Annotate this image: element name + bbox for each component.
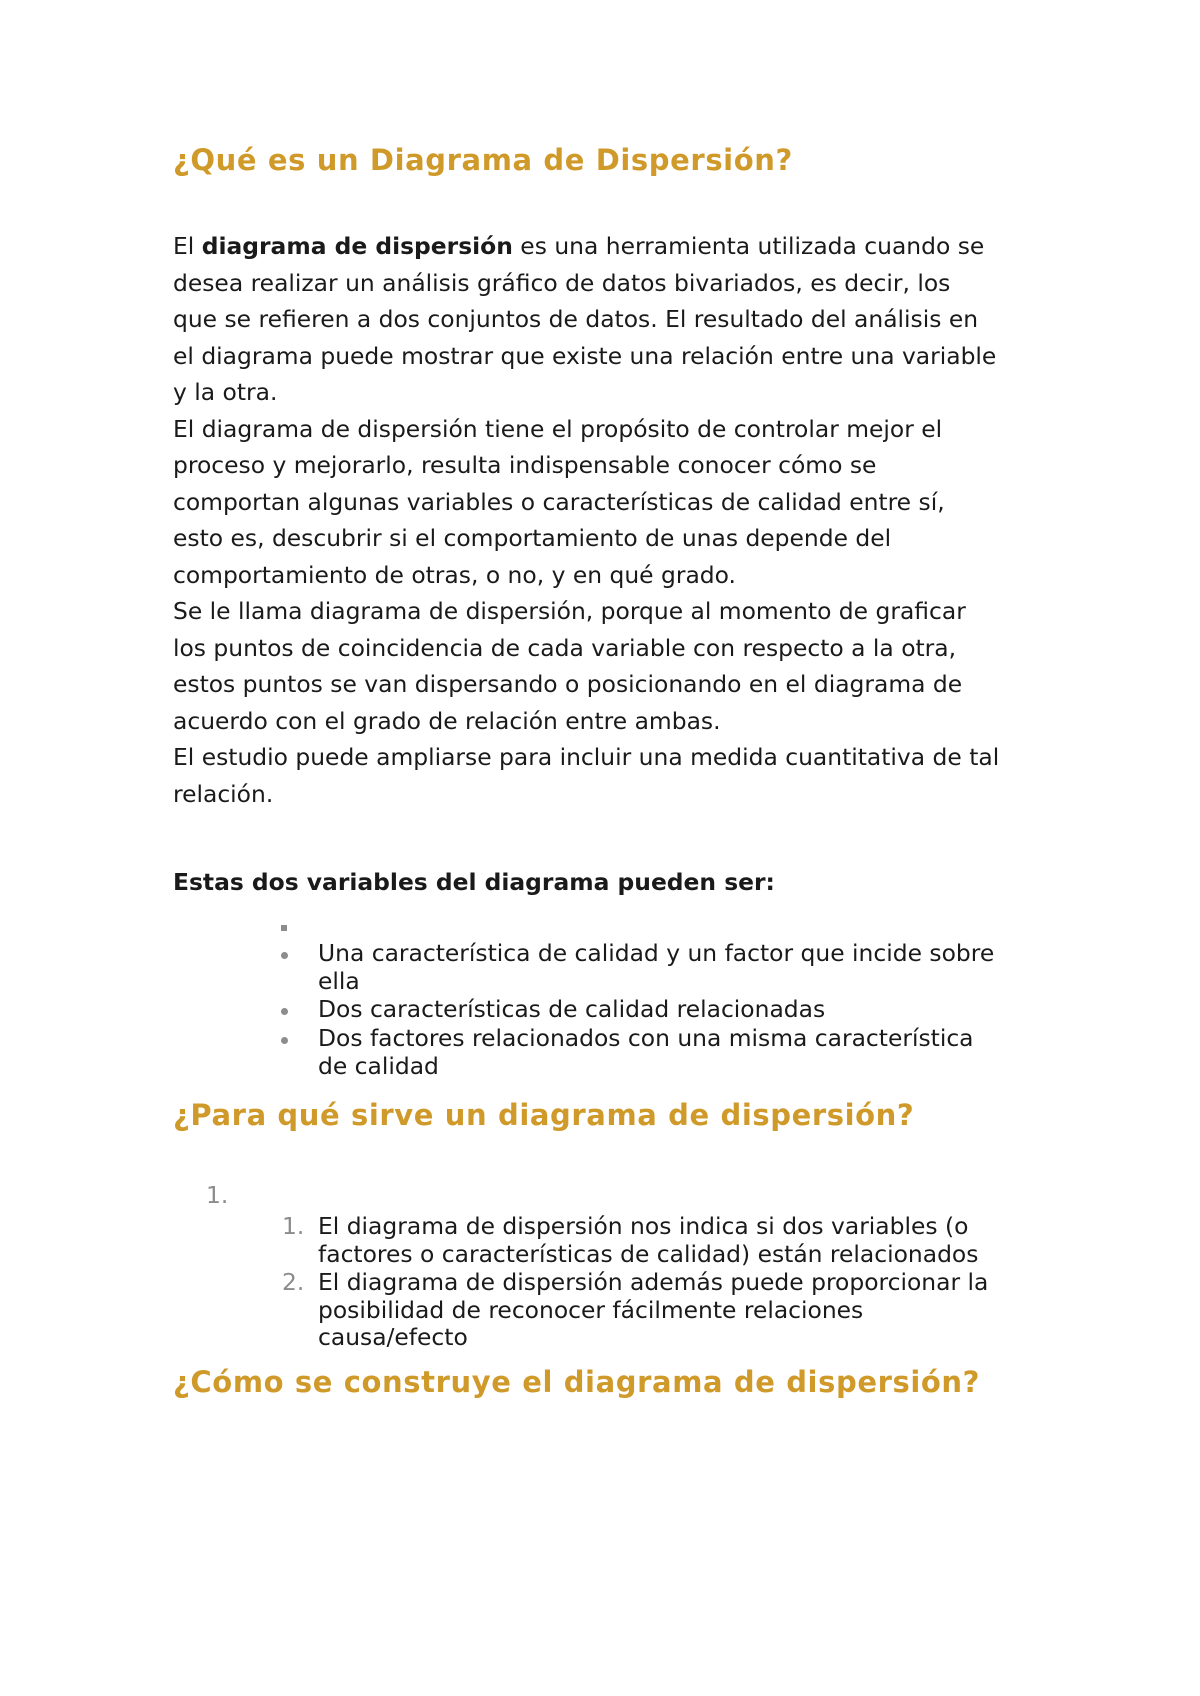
list-item-line: causa/efecto bbox=[318, 1323, 468, 1351]
intro-first-line bbox=[173, 228, 1053, 265]
bullet-marker bbox=[281, 952, 288, 959]
intro-line: relación. bbox=[173, 779, 274, 808]
list-item-line: de calidad bbox=[318, 1051, 439, 1080]
list-item bbox=[318, 940, 994, 995]
list-item-line: Dos características de calidad relacionadas bbox=[318, 995, 826, 1023]
list-item-line: Dos factores relacionados con una misma característica bbox=[318, 1024, 974, 1052]
empty-bullet-marker bbox=[281, 925, 287, 931]
intro-bold-term: diagrama de dispersión bbox=[201, 232, 513, 260]
list-item-line: Una característica de calidad y un factor que incide sobre bbox=[318, 939, 995, 967]
section-title-what-is: ¿Qué es un Diagrama de Dispersión? bbox=[173, 143, 793, 177]
intro-line: El diagrama de dispersión tiene el propósito de controlar mejor el bbox=[173, 414, 943, 443]
intro-paragraph bbox=[173, 228, 1053, 812]
list-item bbox=[318, 1025, 974, 1080]
bullet-marker bbox=[281, 1037, 288, 1044]
intro-line: que se refieren a dos conjuntos de datos. El resultado del análisis en bbox=[173, 305, 979, 333]
intro-line: los puntos de coincidencia de cada variable con respecto a la otra, bbox=[173, 633, 957, 662]
intro-line: esto es, descubrir si el comportamiento de unas depende del bbox=[173, 524, 892, 552]
list-item-line: El diagrama de dispersión nos indica si dos variables (o bbox=[318, 1212, 969, 1240]
section-title-how-to-build: ¿Cómo se construye el diagrama de dispersión? bbox=[173, 1365, 981, 1399]
section-title-purpose: ¿Para qué sirve un diagrama de dispersión? bbox=[173, 1098, 915, 1132]
outer-list-number: 1. bbox=[206, 1181, 229, 1209]
intro-line: comportamiento de otras, o no, y en qué grado. bbox=[173, 560, 736, 589]
intro-line: acuerdo con el grado de relación entre ambas. bbox=[173, 706, 721, 735]
intro-line: comportan algunas variables o características de calidad entre sí, bbox=[173, 487, 945, 516]
list-item-line: posibilidad de reconocer fácilmente relaciones bbox=[318, 1295, 864, 1324]
intro-line: El estudio puede ampliarse para incluir una medida cuantitativa de tal bbox=[173, 743, 1000, 771]
intro-line: el diagrama puede mostrar que existe una relación entre una variable bbox=[173, 341, 997, 370]
bullet-marker bbox=[281, 1008, 288, 1015]
intro-prefix: El bbox=[173, 232, 202, 260]
list-item bbox=[318, 996, 825, 1024]
intro-suffix: es una herramienta utilizada cuando se bbox=[512, 232, 985, 260]
intro-line: y la otra. bbox=[173, 378, 278, 406]
list-item-line: factores o características de calidad) están relacionados bbox=[318, 1239, 979, 1268]
intro-line: desea realizar un análisis gráfico de datos bivariados, es decir, los bbox=[173, 268, 951, 297]
list-number: 2. bbox=[282, 1268, 305, 1296]
list-item-line: ella bbox=[318, 966, 360, 995]
list-number: 1. bbox=[282, 1212, 305, 1240]
numbered-list-item bbox=[318, 1213, 978, 1268]
intro-line: estos puntos se van dispersando o posicionando en el diagrama de bbox=[173, 670, 963, 698]
numbered-list-item bbox=[318, 1269, 988, 1352]
list-item-line: El diagrama de dispersión además puede proporcionar la bbox=[318, 1268, 989, 1296]
intro-line: Se le llama diagrama de dispersión, porque al momento de graficar bbox=[173, 597, 966, 625]
intro-line: proceso y mejorarlo, resulta indispensable conocer cómo se bbox=[173, 451, 877, 479]
variables-subheading: Estas dos variables del diagrama pueden ser: bbox=[173, 868, 775, 896]
